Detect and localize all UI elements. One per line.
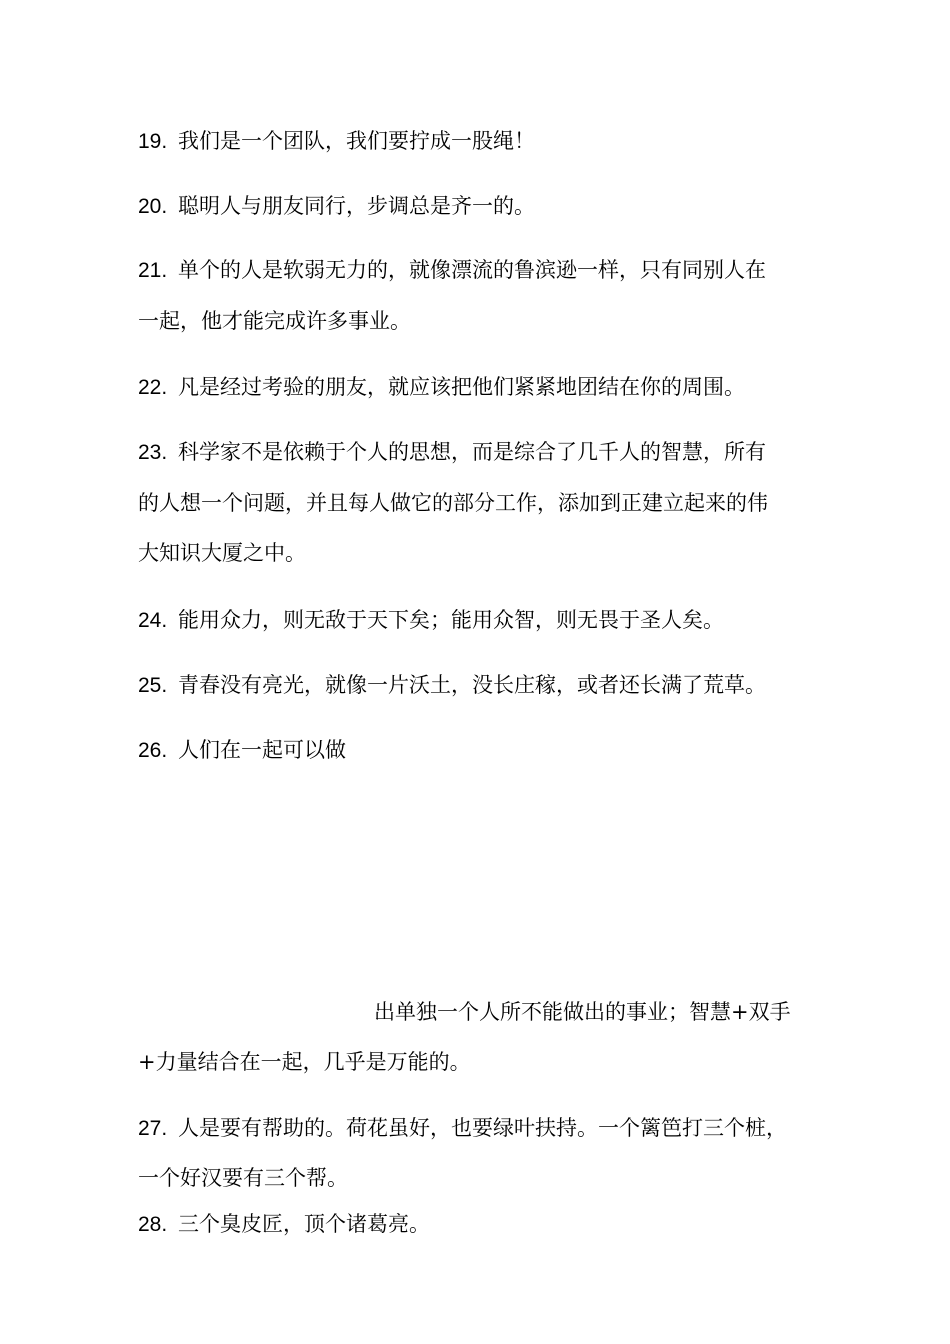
list-item-28 <box>138 1210 430 1238</box>
item-text: 科学家不是依赖于个人的思想，而是综合了几千人的智慧，所有 <box>178 440 766 464</box>
item-text: 人是要有帮助的。荷花虽好，也要绿叶扶持。一个篱笆打三个桩， <box>178 1116 787 1140</box>
item-text: 聪明人与朋友同行，步调总是齐一的。 <box>178 194 535 218</box>
list-item-21-continuation <box>138 307 411 335</box>
list-item-25 <box>138 671 766 699</box>
list-item-20 <box>138 192 535 220</box>
list-item-26-continuation <box>138 1048 471 1076</box>
item-number: 20. <box>138 195 168 218</box>
item-text: 能用众力，则无敌于天下矣；能用众智，则无畏于圣人矣。 <box>178 608 724 632</box>
list-item-19 <box>138 127 535 155</box>
item-number: 25. <box>138 674 168 697</box>
item-text: 的人想一个问题，并且每人做它的部分工作，添加到正建立起来的伟 <box>138 491 768 515</box>
list-item-23-continuation <box>138 489 768 517</box>
item-number: 28. <box>138 1213 168 1236</box>
list-item-26-continuation <box>374 998 791 1026</box>
item-number: 21. <box>138 259 168 282</box>
list-item-24 <box>138 606 724 634</box>
item-number: 26. <box>138 739 168 762</box>
item-number: 24. <box>138 609 168 632</box>
list-item-22 <box>138 373 745 401</box>
item-text: 单个的人是软弱无力的，就像漂流的鲁滨逊一样，只有同别人在 <box>178 258 766 282</box>
item-text: 人们在一起可以做 <box>178 738 346 762</box>
item-number: 27. <box>138 1117 168 1140</box>
item-text: 一个好汉要有三个帮。 <box>138 1166 348 1190</box>
item-number: 23. <box>138 441 168 464</box>
list-item-23 <box>138 438 766 466</box>
item-number: 19. <box>138 130 168 153</box>
list-item-26 <box>138 736 346 764</box>
item-text: 青春没有亮光，就像一片沃土，没长庄稼，或者还长满了荒草。 <box>178 673 766 697</box>
item-text: 我们是一个团队，我们要拧成一股绳！ <box>178 129 535 153</box>
item-text: 三个臭皮匠，顶个诸葛亮。 <box>178 1212 430 1236</box>
list-item-21 <box>138 256 766 284</box>
list-item-23-continuation <box>138 539 306 567</box>
item-text: 一起，他才能完成许多事业。 <box>138 309 411 333</box>
item-text: 出单独一个人所不能做出的事业；智慧+双手 <box>374 1000 791 1024</box>
list-item-27 <box>138 1114 787 1142</box>
list-item-27-continuation <box>138 1164 348 1192</box>
item-text: +力量结合在一起，几乎是万能的。 <box>138 1050 471 1074</box>
item-text: 大知识大厦之中。 <box>138 541 306 565</box>
item-text: 凡是经过考验的朋友，就应该把他们紧紧地团结在你的周围。 <box>178 375 745 399</box>
item-number: 22. <box>138 376 168 399</box>
